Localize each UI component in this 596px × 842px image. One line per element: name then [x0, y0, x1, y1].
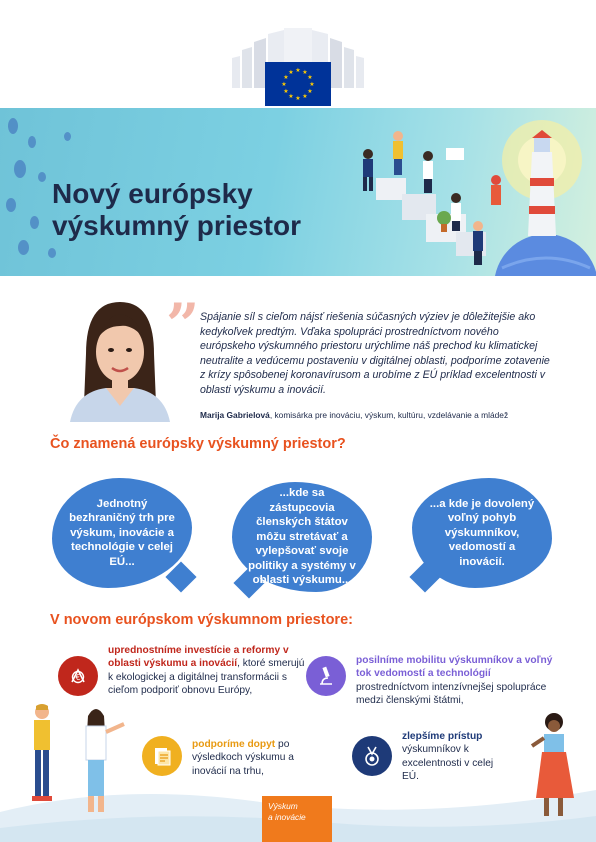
hero-banner — [0, 108, 596, 276]
svg-text:★: ★ — [302, 93, 308, 100]
leaf-decoration — [14, 160, 26, 178]
author-name: Marija Gabrielová — [200, 410, 270, 420]
item-mobility — [356, 654, 556, 708]
item-demand-text: po výsledkoch výskumu a inovácií na trhu, — [192, 739, 294, 777]
svg-text:★: ★ — [283, 74, 289, 81]
footer-category-tag — [262, 796, 332, 842]
bubble-text-1: Jednotný bezhraničný trh pre výskum, inovácie a technológie v celej EÚ... — [69, 497, 175, 568]
svg-text:★: ★ — [295, 67, 301, 74]
person-figure — [451, 193, 461, 231]
svg-text:★: ★ — [307, 88, 313, 95]
svg-text:€: € — [75, 673, 81, 682]
svg-text:★: ★ — [281, 81, 287, 88]
bubble-text-3: ...a kde je dovolený voľný pohyb výskumníkov, vedomostí a inovácií. — [429, 497, 535, 568]
title-line-1: Nový európsky — [52, 178, 253, 209]
item-invest — [108, 644, 310, 698]
item-demand-highlight: podporíme dopyt — [192, 739, 276, 750]
leaf-decoration — [6, 198, 16, 212]
svg-text:★: ★ — [288, 93, 294, 100]
microscope-icon — [306, 656, 346, 696]
page-title — [52, 178, 301, 242]
person-figure — [363, 149, 373, 191]
leaf-decoration — [38, 172, 46, 182]
author-role: , komisárka pre inováciu, výskum, kultúru, vzdelávanie a mládež — [269, 410, 509, 420]
svg-text:★: ★ — [295, 95, 301, 102]
quote-text: Spájanie síl s cieľom nájsť riešenia súčasných výziev je dôležitejšie ako kedykoľvek predtým. Vďaka spolupráci prostredníctvom nového európskeho výskumného priestoru urýchlime náš prechod ku klimatickej neutralite a vedúcemu postaveniu v digitálnej oblasti, podporíme zotavenie z krízy spôsobenej koronavírusom a urobíme z EÚ príklad excelentnosti v oblasti výskumu a inovácií. — [200, 311, 550, 396]
svg-text:★: ★ — [307, 74, 313, 81]
leaf-decoration — [28, 136, 36, 148]
eu-flag — [265, 62, 331, 106]
title-line-2: výskumný priestor — [52, 210, 301, 241]
leaf-decoration — [8, 118, 18, 134]
documents-icon — [142, 736, 182, 776]
portrait-photo — [56, 294, 184, 422]
researchers-illustration — [24, 702, 134, 820]
bubble-text-2: ...kde sa zástupcovia členských štátov môžu stretávať a vylepšovať svoje politiky a systémy v oblasti výskumu... — [248, 487, 356, 587]
svg-text:★: ★ — [283, 88, 289, 95]
item-access-text: výskumníkov k excelentnosti v celej EÚ. — [402, 744, 494, 783]
medal-icon — [352, 736, 392, 776]
euro-investment-icon — [58, 656, 98, 696]
person-figure — [473, 221, 483, 265]
leaf-decoration — [48, 248, 56, 258]
item-invest-text: , ktoré smerujú k ekologickej a digitálnej transformácii s cieľom podporiť obnovu Európy, — [108, 658, 305, 697]
eu-stars-icon — [265, 62, 331, 106]
svg-text:★: ★ — [309, 81, 315, 88]
researcher-illustration — [526, 712, 582, 822]
speech-bubble-2 — [232, 482, 372, 592]
section-heading-new-era: V novom európskom výskumnom priestore: — [50, 612, 353, 628]
item-invest-highlight: uprednostníme investície a reformy v oblasti výskumu a inovácií — [108, 645, 289, 670]
footer-tag-line-1: Výskum — [268, 801, 298, 811]
item-mobility-highlight: posilníme mobilitu výskumníkov a voľný tok vedomostí a technológií — [356, 655, 553, 680]
banner-illustration — [306, 108, 596, 276]
person-figure — [393, 131, 403, 175]
item-mobility-text: prostredníctvom intenzívnejšej spolupráce medzi členskými štátmi, — [356, 681, 547, 707]
leaf-decoration — [64, 132, 71, 141]
svg-text:★: ★ — [288, 69, 294, 76]
person-figure — [423, 151, 433, 193]
speech-bubble-3 — [412, 478, 552, 588]
svg-text:★: ★ — [302, 69, 308, 76]
quote-author — [200, 410, 580, 420]
leaf-decoration — [30, 216, 39, 229]
leaf-decoration — [18, 240, 29, 255]
quote-mark-icon: ” — [166, 291, 200, 359]
footer-tag-line-2: a inovácie — [268, 812, 306, 822]
person-figure — [491, 175, 501, 205]
item-access-highlight: zlepšíme prístup — [402, 731, 483, 742]
section-heading-what: Čo znamená európsky výskumný priestor? — [50, 436, 346, 452]
